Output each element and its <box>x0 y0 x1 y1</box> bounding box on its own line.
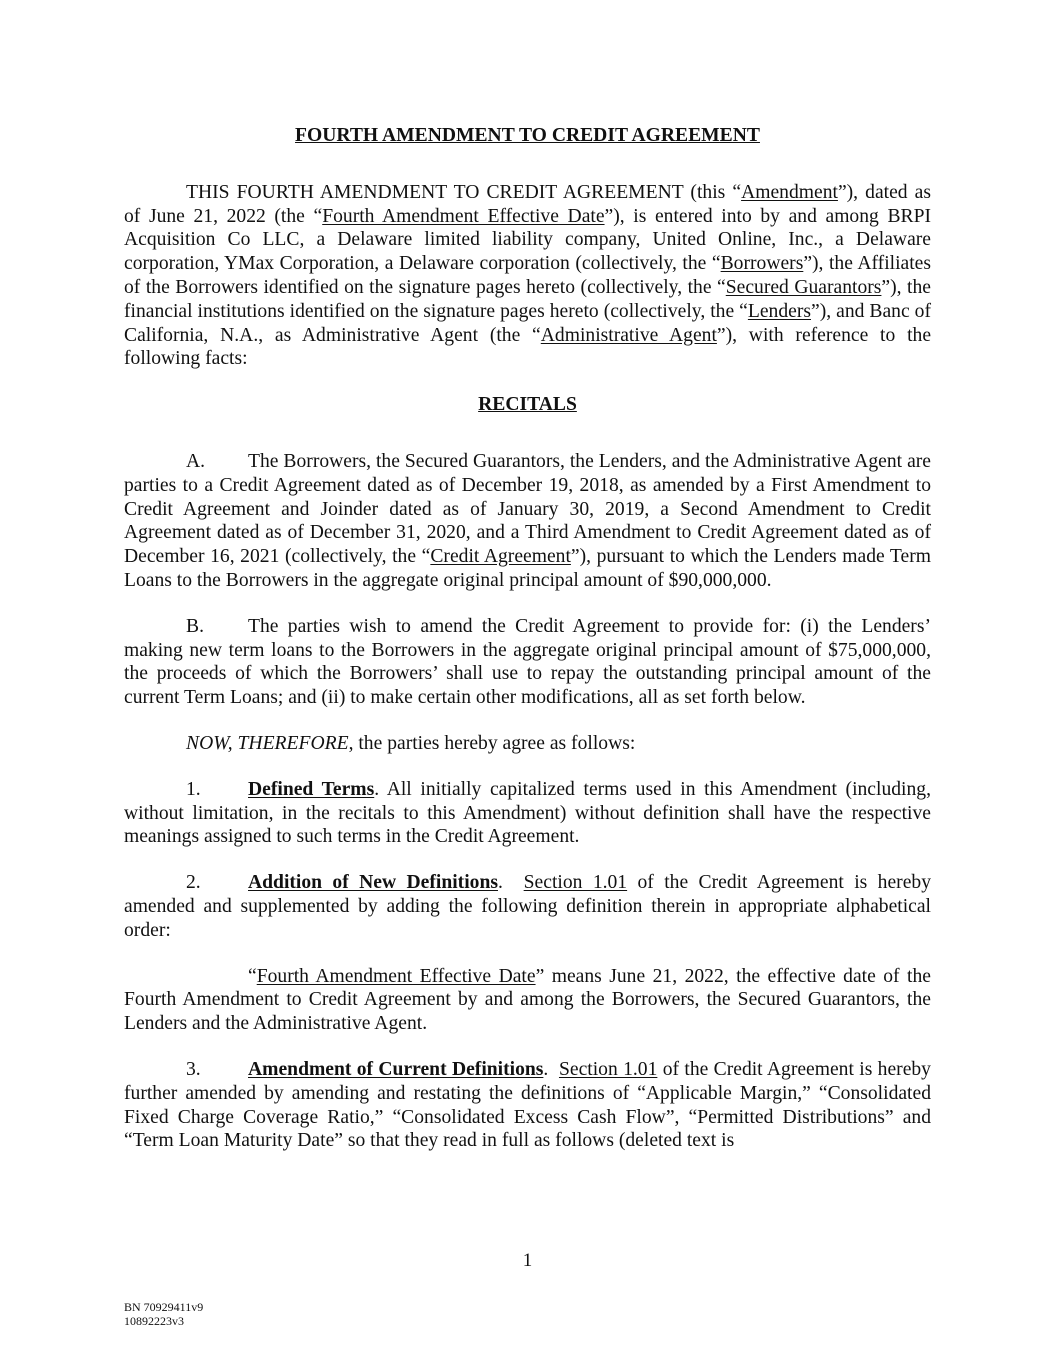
section-3-heading: Amendment of Current Definitions <box>248 1058 544 1080</box>
defined-term-borrowers: Borrowers <box>720 253 804 275</box>
document-title: FOURTH AMENDMENT TO CREDIT AGREEMENT <box>295 125 760 146</box>
section-2-new-definitions: 2. Addition of New Definitions. Section 1.01 of the Credit Agreement is hereby amended and supplemented by adding the following definition therein in appropriate alphabetical order: <box>124 872 931 941</box>
defined-term-effective-date: Fourth Amendment Effective Date <box>322 205 605 227</box>
document-body <box>124 124 931 1153</box>
section-1-label: 1. <box>186 778 201 800</box>
document-ids <box>124 1300 203 1328</box>
page-number: 1 <box>522 1250 533 1271</box>
section-3-current-definitions: 3. Amendment of Current Definitions. Section 1.01 of the Credit Agreement is hereby further amended by amending and restating the definitions of “Applicable Margin,” “Consolidated Fixed Charge Coverage Ratio,” “Consolidated Excess Cash Flow”, “Permitted Distributions” and “Term Loan Maturity Date” so that they read in full as follows (deleted text is <box>124 1058 931 1152</box>
section-3-label: 3. <box>186 1058 201 1080</box>
recitals-heading: RECITALS <box>478 394 577 416</box>
definition-term: Fourth Amendment Effective Date <box>256 965 536 987</box>
section-2-heading: Addition of New Definitions <box>248 872 498 894</box>
defined-term-administrative-agent: Administrative Agent <box>540 324 717 346</box>
recital-b: B. The parties wish to amend the Credit Agreement to provide for: (i) the Lenders’ making new term loans to the Borrowers in the aggregate original principal amount of $75,000,000, the proceeds of which the Borrowers’ shall use to repay the outstanding principal amount of the current Term Loans; and (ii) to make certain other modifications, all as set forth below. <box>124 615 931 709</box>
recital-a: A. The Borrowers, the Secured Guarantors, the Lenders, and the Administrative Agent are parties to a Credit Agreement dated as of December 19, 2018, as amended by a First Amendment to Credit Agreement and Joinder dated as of January 30, 2019, a Second Amendment to Credit Agreement dated as of December 31, 2020, and a Third Amendment to Credit Agreement dated as of December 16, 2021 (collectively, the “Credit Agreement”), pursuant to which the Lenders made Term Loans to the Borrowers in the aggregate original principal amount of $90,000,000. <box>124 450 931 591</box>
section-1-heading: Defined Terms <box>248 778 375 800</box>
definition-fourth-amendment-effective-date: “Fourth Amendment Effective Date” means June 21, 2022, the effective date of the Fourth Amendment to Credit Agreement by and among the Borrowers, the Secured Guarantors, the Lenders and the Administrative Agent. <box>124 965 931 1035</box>
now-therefore-paragraph: NOW, THEREFORE, the parties hereby agree as follows: <box>186 732 636 754</box>
section-2-label: 2. <box>186 872 201 894</box>
defined-term-secured-guarantors: Secured Guarantors <box>725 276 882 298</box>
section-2-reference: Section 1.01 <box>523 872 628 894</box>
defined-term-lenders: Lenders <box>747 300 811 322</box>
intro-paragraph: THIS FOURTH AMENDMENT TO CREDIT AGREEMENT (this “Amendment”), dated as of June 21, 2022 (the “Fourth Amendment Effective Date”), is entered into by and among BRPI Acquisition Co LLC, a Delaware limited liability company, United Online, Inc., a Delaware corporation, YMax Corporation, a Delaware corporation (collectively, the “Borrowers”), the Affiliates of the Borrowers identified on the signature pages hereto (collectively, the “Secured Guarantors”), the financial institutions identified on the signature pages hereto (collectively, the “Lenders”), and Banc of California, N.A., as Administrative Agent (the “Administrative Agent”), with reference to the following facts: <box>124 181 932 370</box>
recital-b-label: B. <box>186 615 204 637</box>
doc-id-secondary: 10892223v3 <box>124 1314 184 1328</box>
doc-id-primary: BN 70929411v9 <box>124 1300 204 1314</box>
recital-a-label: A. <box>186 450 206 472</box>
defined-term-credit-agreement: Credit Agreement <box>430 546 571 568</box>
defined-term-amendment: Amendment <box>741 181 838 203</box>
section-1-defined-terms: 1. Defined Terms. All initially capitalized terms used in this Amendment (including, without limitation, in the recitals to this Amendment) without definition shall have the respective meanings assigned to such terms in the Credit Agreement. <box>124 778 931 848</box>
section-3-reference: Section 1.01 <box>558 1058 658 1080</box>
